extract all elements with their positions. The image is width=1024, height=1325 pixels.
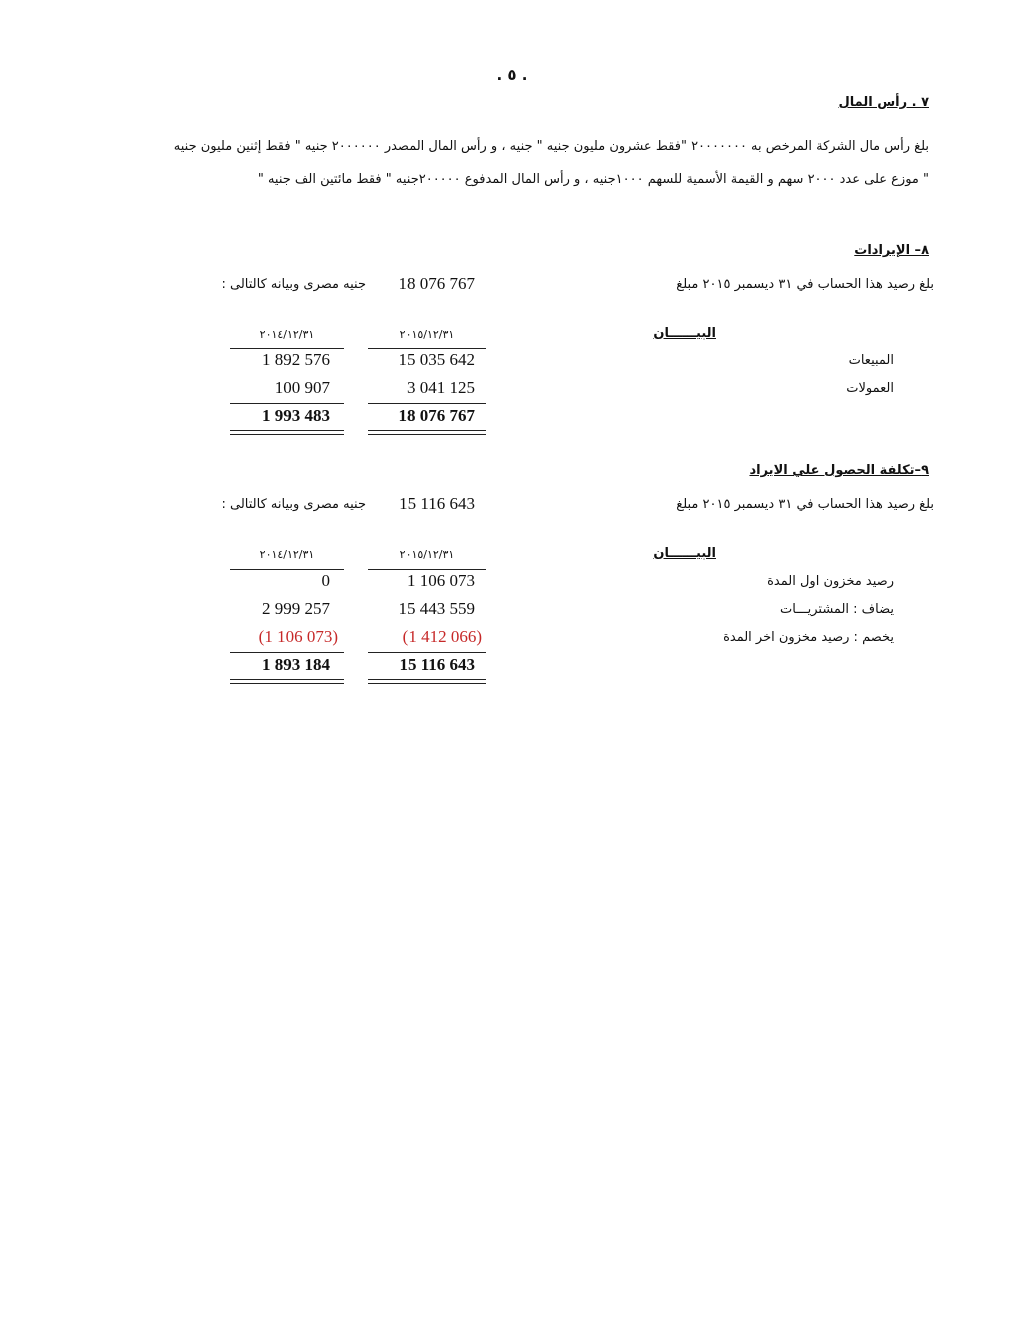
section8-total-rule-2015 bbox=[368, 403, 486, 404]
row-value-2015: 3 041 125 bbox=[407, 378, 475, 397]
row-value-2014: 2 999 257 bbox=[262, 599, 330, 618]
section9-balance-amount: 15 116 643 bbox=[399, 494, 475, 513]
row-value-2015: 1 106 073 bbox=[407, 571, 475, 590]
section8-balance-text: بلغ رصيد هذا الحساب في ٣١ ديسمبر ٢٠١٥ مبلغ bbox=[676, 277, 934, 292]
section9-header-rule-2014 bbox=[230, 569, 344, 570]
section9-double-rule-2015 bbox=[368, 679, 486, 684]
section8-label-header: البيــــــان bbox=[653, 326, 716, 341]
section9-header-rule-2015 bbox=[368, 569, 486, 570]
page-number: . ٥ . bbox=[496, 66, 528, 84]
section8-col-2014-header: ٢٠١٤/١٢/٣١ bbox=[259, 328, 315, 341]
row-label: رصيد مخزون اول المدة bbox=[767, 574, 894, 589]
section8-balance-suffix: جنيه مصرى وبيانه كالتالى : bbox=[221, 277, 366, 292]
section8-col-2015-header: ٢٠١٥/١٢/٣١ bbox=[399, 328, 455, 341]
row-value-2014: 100 907 bbox=[274, 378, 330, 397]
section7-paragraph-line2: " موزع على عدد ٢٠٠٠ سهم و القيمة الأسمية للسهم ١٠٠٠جنيه ، و رأس المال المدفوع ٢٠٠٠٠٠جنيه " فقط مائتين الف جنيه " bbox=[257, 172, 929, 187]
section8-double-rule-2014 bbox=[230, 430, 344, 435]
section8-total-2015: 18 076 767 bbox=[398, 406, 475, 425]
section9-heading: ٩–تكلفة الحصول علي الايراد bbox=[749, 463, 929, 478]
section9-col-2015-header: ٢٠١٥/١٢/٣١ bbox=[399, 548, 455, 561]
section9-col-2014-header: ٢٠١٤/١٢/٣١ bbox=[259, 548, 315, 561]
section8-total-rule-2014 bbox=[230, 403, 344, 404]
section9-balance-text: بلغ رصيد هذا الحساب في ٣١ ديسمبر ٢٠١٥ مبلغ bbox=[676, 497, 934, 512]
section7-heading: ٧ . رأس المال bbox=[838, 95, 929, 110]
section9-total-rule-2014 bbox=[230, 652, 344, 653]
row-label: يخصم : رصيد مخزون اخر المدة bbox=[723, 630, 894, 645]
section9-balance-suffix: جنيه مصرى وبيانه كالتالى : bbox=[221, 497, 366, 512]
section9-total-2014: 1 893 184 bbox=[262, 655, 330, 674]
section9-label-header: البيــــــان bbox=[653, 546, 716, 561]
section7-paragraph-line1: بلغ رأس مال الشركة المرخص به ٢٠٠٠٠٠٠٠ "فقط عشرون مليون جنيه " جنيه ، و رأس المال المصدر ٢٠٠٠٠٠٠ جنيه " فقط إثنين مليون جنيه bbox=[173, 139, 929, 154]
row-value-2015: 15 035 642 bbox=[398, 350, 475, 369]
section8-header-rule-2015 bbox=[368, 348, 486, 349]
section8-header-rule-2014 bbox=[230, 348, 344, 349]
row-value-2015-negative: (1 412 066) bbox=[402, 627, 482, 646]
row-label: المبيعات bbox=[848, 353, 894, 368]
section8-heading: ٨– الإيرادات bbox=[854, 243, 929, 258]
section9-double-rule-2014 bbox=[230, 679, 344, 684]
section8-total-2014: 1 993 483 bbox=[262, 406, 330, 425]
section8-balance-amount: 18 076 767 bbox=[398, 274, 475, 293]
row-value-2014: 0 bbox=[321, 571, 330, 590]
row-value-2014-negative: (1 106 073) bbox=[258, 627, 338, 646]
section8-double-rule-2015 bbox=[368, 430, 486, 435]
row-value-2015: 15 443 559 bbox=[398, 599, 475, 618]
section9-total-rule-2015 bbox=[368, 652, 486, 653]
row-label: يضاف : المشتريـــات bbox=[780, 602, 894, 617]
row-label: العمولات bbox=[846, 381, 894, 396]
row-value-2014: 1 892 576 bbox=[262, 350, 330, 369]
section9-total-2015: 15 116 643 bbox=[399, 655, 475, 674]
